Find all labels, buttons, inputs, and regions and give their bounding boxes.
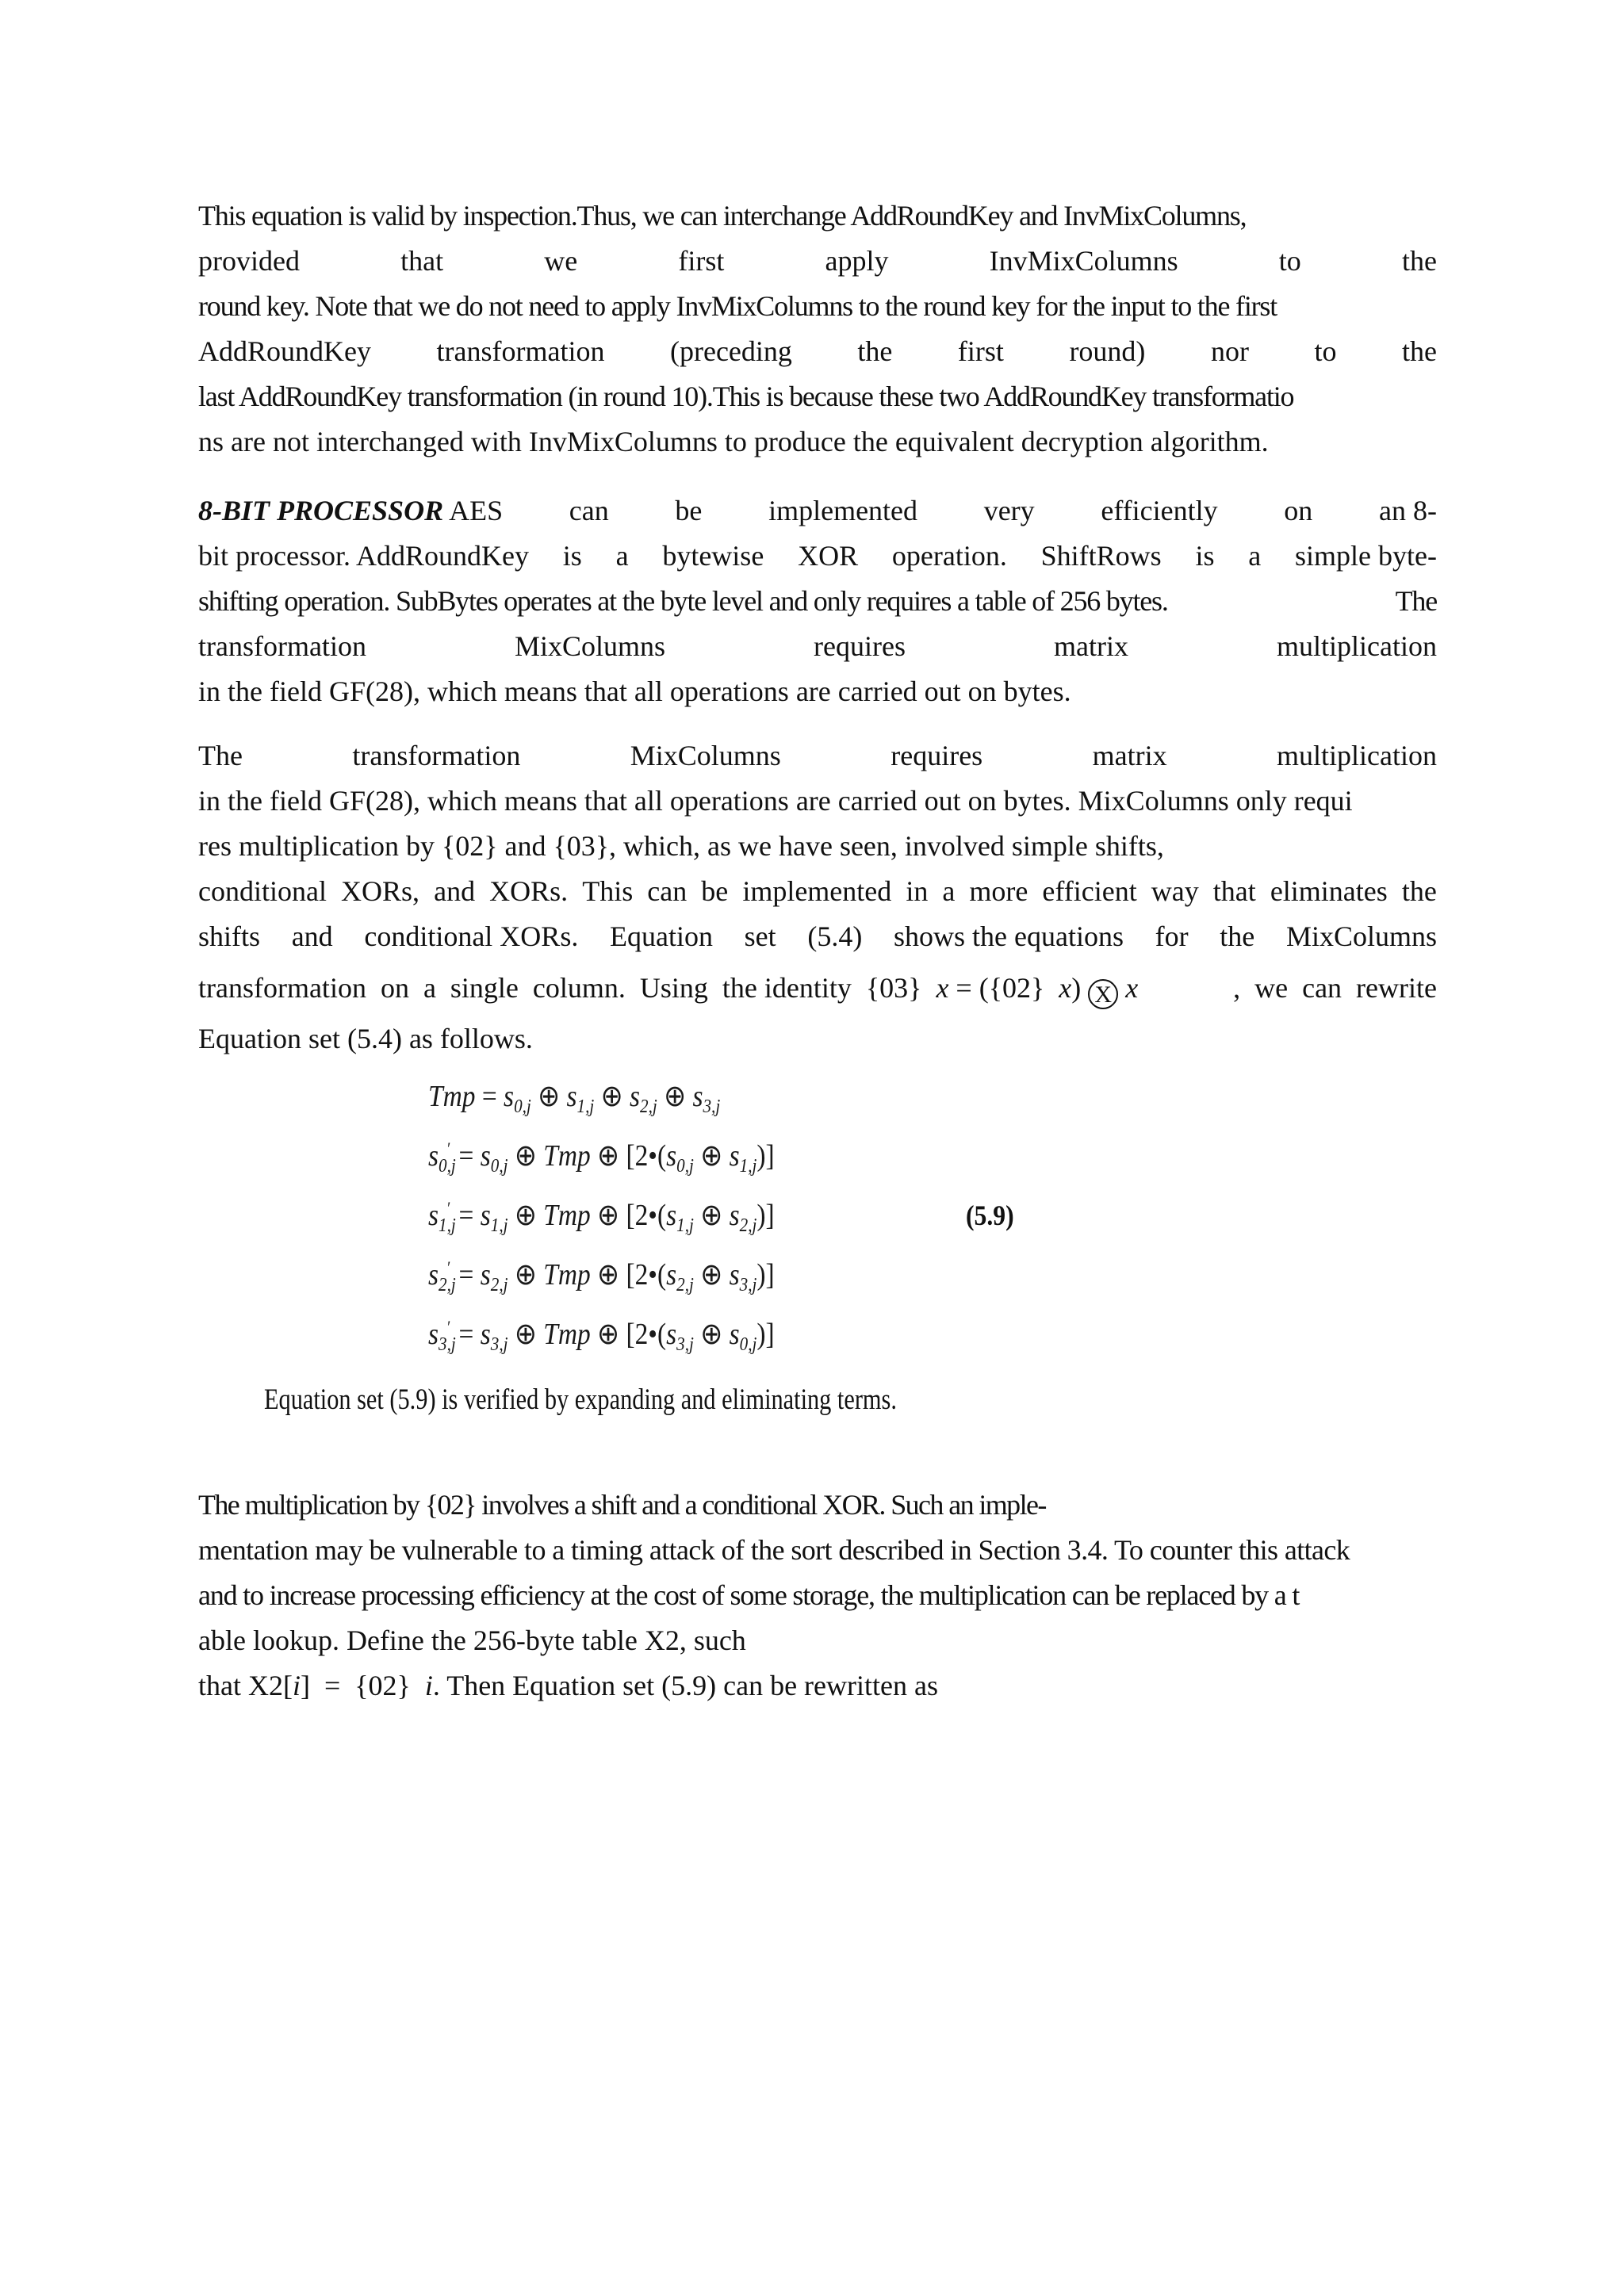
word: implemented — [768, 495, 918, 526]
word: multiplication — [1277, 740, 1437, 771]
word: be — [701, 875, 729, 907]
p2-heading-group — [198, 488, 503, 534]
equation-caption: Equation set (5.9) is verified by expanding and eliminating terms. — [264, 1383, 897, 1416]
p2-line-1 — [198, 488, 1437, 534]
s-symbol: s — [729, 1258, 740, 1292]
word: transformation — [352, 740, 521, 771]
paragraph-table-lookup — [198, 1483, 1350, 1709]
circled-times-icon: X — [1088, 979, 1118, 1009]
var-i: i — [424, 1670, 433, 1701]
paren: ) — [1071, 972, 1082, 1004]
word: first — [957, 335, 1004, 367]
s-symbol: s — [666, 1318, 677, 1351]
word: conditional — [198, 875, 327, 907]
p1-line-1: This equation is valid by inspection.Thus, we can interchange AddRoundKey and InvMixColumns, — [198, 200, 1247, 232]
word: for — [1155, 920, 1189, 952]
s-symbol: s — [692, 1080, 703, 1113]
word: on — [1284, 495, 1313, 526]
line-text: , we can rewrite — [1233, 972, 1437, 1004]
word: the — [857, 335, 893, 367]
var-x: x — [936, 972, 949, 1004]
two: 2 — [634, 1318, 649, 1351]
line-text: = ({02} — [956, 972, 1045, 1004]
s-symbol: s — [428, 1199, 439, 1232]
p1-line-3: round key. Note that we do not need to apply InvMixColumns to the round key for the input to the first — [198, 290, 1277, 322]
word: matrix — [1054, 630, 1128, 662]
word: the — [1401, 245, 1437, 277]
word: simple byte- — [1295, 540, 1437, 572]
word: matrix — [1092, 740, 1167, 771]
word: a — [942, 875, 956, 907]
p2-line-4 — [198, 624, 1437, 669]
word: provided — [198, 245, 300, 277]
s-symbol: s — [480, 1199, 491, 1232]
word: way — [1151, 875, 1199, 907]
word: is — [1195, 540, 1215, 572]
s-symbol: s — [729, 1318, 740, 1351]
line-text: . Then Equation set (5.9) can be rewritten as — [432, 1670, 938, 1701]
word: can — [569, 495, 609, 526]
line-text: transformation on a single column. Using the identity {03} — [198, 972, 922, 1004]
equals: = — [458, 1199, 474, 1232]
word: ShiftRows — [1040, 540, 1162, 572]
xor-symbol: ⊕ — [700, 1199, 723, 1232]
s-symbol: s — [729, 1199, 740, 1232]
var-x: x — [1059, 972, 1072, 1004]
xor-symbol: ⊕ — [700, 1258, 723, 1292]
xor-symbol: ⊕ — [514, 1139, 537, 1173]
s-symbol: s — [428, 1258, 439, 1292]
word: the — [1401, 875, 1437, 907]
word: conditional XORs. — [364, 920, 579, 952]
p1-line-4 — [198, 329, 1437, 374]
tmp-symbol: Tmp — [543, 1258, 591, 1292]
p2-line-2 — [198, 534, 1437, 579]
word: more — [969, 875, 1028, 907]
equation-tmp: Tmp = $s_{0,j}$ ⊕ $s_{1,j}$ ⊕ $s_{2,j}$ ⊕ $s_{3,j}$ — [428, 1080, 721, 1117]
xor-symbol: ⊕ — [597, 1258, 620, 1292]
paragraph-8bit-processor — [198, 488, 1437, 714]
s-symbol: s — [480, 1318, 491, 1351]
p4-line-5 — [198, 1663, 1350, 1709]
p3-line-2: in the field GF(28), which means that all operations are carried out on bytes. MixColumns only requi — [198, 785, 1353, 817]
word: The — [198, 740, 243, 771]
s-symbol: s — [729, 1139, 740, 1173]
word: requires — [814, 630, 906, 662]
word: in — [906, 875, 929, 907]
s-symbol: s — [428, 1139, 439, 1173]
word: MixColumns — [630, 740, 781, 771]
word: round) — [1069, 335, 1146, 367]
word: apply — [825, 245, 889, 277]
p3-line-3: res multiplication by {02} and {03}, which, as we have seen, involved simple shifts, — [198, 830, 1164, 862]
p4-line-2: mentation may be vulnerable to a timing attack of the sort described in Section 3.4. To counter this attack — [198, 1534, 1350, 1566]
p1-line-6: ns are not interchanged with InvMixColumns to produce the equivalent decryption algorithm. — [198, 426, 1269, 457]
word: very — [983, 495, 1035, 526]
paragraph-mixcolumns — [198, 733, 1437, 1062]
equation-s2: $s_{2,j}' = s_{2,j}$ ⊕ Tmp ⊕ [$2•(s_{2,j}$ ⊕ $s_{3,j}$)] — [428, 1257, 775, 1295]
xor-symbol: ⊕ — [597, 1318, 620, 1351]
s-symbol: s — [666, 1258, 677, 1292]
section-heading: 8-BIT PROCESSOR — [198, 495, 444, 526]
word: AES — [449, 495, 504, 526]
p4-line-1: The multiplication by {02} involves a shift and a conditional XOR. Such an imple- — [198, 1489, 1046, 1521]
equals: = — [458, 1139, 474, 1173]
equation-s1: $s_{1,j}' = s_{1,j}$ ⊕ Tmp ⊕ [$2•(s_{1,j}$ ⊕ $s_{2,j}$)] — [428, 1198, 775, 1236]
xor-symbol: ⊕ — [514, 1199, 537, 1232]
tmp-symbol: Tmp — [543, 1139, 591, 1173]
word: first — [678, 245, 725, 277]
word: transformation — [436, 335, 605, 367]
word: efficiently — [1101, 495, 1218, 526]
equals: = — [458, 1258, 474, 1292]
xor-symbol: ⊕ — [664, 1080, 687, 1113]
word: the — [1401, 335, 1437, 367]
xor-symbol: ⊕ — [700, 1318, 723, 1351]
equation-s3: $s_{3,j}' = s_{3,j}$ ⊕ Tmp ⊕ [$2•(s_{3,j}$ ⊕ $s_{0,j}$)] — [428, 1317, 775, 1355]
word: set — [744, 920, 776, 952]
word: MixColumns — [514, 630, 666, 662]
word: nor — [1210, 335, 1249, 367]
tmp-symbol: Tmp — [543, 1199, 591, 1232]
identity-expression — [198, 959, 1138, 1016]
word: to — [1314, 335, 1337, 367]
xor-symbol: ⊕ — [700, 1139, 723, 1173]
two: 2 — [634, 1139, 649, 1173]
line-text: that X2[ — [198, 1670, 293, 1701]
equals: = — [481, 1080, 497, 1113]
s-symbol: s — [566, 1080, 577, 1113]
s-symbol: s — [630, 1080, 641, 1113]
p4-line-3: and to increase processing efficiency at the cost of some storage, the multiplication can be replaced by a t — [198, 1579, 1300, 1611]
two: 2 — [634, 1199, 649, 1232]
xor-symbol: ⊕ — [597, 1139, 620, 1173]
word: shows the equations — [893, 920, 1124, 952]
xor-symbol: ⊕ — [597, 1199, 620, 1232]
s-symbol: s — [480, 1258, 491, 1292]
word: and — [434, 875, 476, 907]
p3-line-5 — [198, 914, 1437, 959]
equals: = — [458, 1318, 474, 1351]
tmp-symbol: Tmp — [428, 1080, 476, 1113]
p2-line-3 — [198, 579, 1437, 624]
p2-line-5: in the field GF(28), which means that all operations are carried out on bytes. — [198, 675, 1071, 707]
word: XOR — [798, 540, 859, 572]
word: The — [1395, 585, 1437, 617]
word: that — [1212, 875, 1256, 907]
word: be — [675, 495, 703, 526]
word: InvMixColumns — [989, 245, 1178, 277]
p4-line-4: able lookup. Define the 256-byte table X2, such — [198, 1624, 746, 1656]
xor-symbol: ⊕ — [514, 1258, 537, 1292]
word: transformation — [198, 630, 366, 662]
line-text: ] = {02} — [300, 1670, 411, 1701]
word: eliminates — [1270, 875, 1388, 907]
s-symbol: s — [666, 1139, 677, 1173]
word: that — [400, 245, 444, 277]
dot: • — [648, 1258, 658, 1292]
word: and — [291, 920, 333, 952]
word: MixColumns — [1285, 920, 1437, 952]
word: XORs, — [341, 875, 420, 907]
word: a — [615, 540, 629, 572]
word: bit processor. AddRoundKey — [198, 540, 529, 572]
word: multiplication — [1277, 630, 1437, 662]
line-text: shifting operation. SubBytes operates at the byte level and only requires a table of 256 bytes. — [198, 585, 1168, 617]
word: requires — [891, 740, 983, 771]
s-symbol: s — [666, 1199, 677, 1232]
dot: • — [648, 1318, 658, 1351]
word: implemented — [742, 875, 892, 907]
var-x: x — [1125, 972, 1139, 1004]
s-symbol: s — [480, 1139, 491, 1173]
s-symbol: s — [504, 1080, 515, 1113]
word: This — [582, 875, 634, 907]
xor-symbol: ⊕ — [538, 1080, 561, 1113]
dot: • — [648, 1199, 658, 1232]
word: bytewise — [662, 540, 764, 572]
p1-line-5: last AddRoundKey transformation (in round 10).This is because these two AddRoundKey transformatio — [198, 381, 1294, 412]
xor-symbol: ⊕ — [600, 1080, 623, 1113]
word: we — [544, 245, 578, 277]
word: an 8- — [1378, 495, 1437, 526]
word: shifts — [198, 920, 261, 952]
word: operation. — [891, 540, 1007, 572]
word: (preceding — [669, 335, 792, 367]
word: a — [1248, 540, 1262, 572]
tmp-symbol: Tmp — [543, 1318, 591, 1351]
dot: • — [648, 1139, 658, 1173]
var-i: i — [292, 1670, 301, 1701]
p3-line-6 — [198, 959, 1437, 1016]
equation-set-5-9 — [198, 1078, 1437, 1451]
word: efficient — [1042, 875, 1137, 907]
two: 2 — [634, 1258, 649, 1292]
p3-line-4 — [198, 869, 1437, 914]
s-symbol: s — [428, 1318, 439, 1351]
p3-line-1 — [198, 733, 1437, 779]
equation-number: (5.9) — [966, 1200, 1014, 1231]
paragraph-interchange — [198, 193, 1437, 465]
equation-s0: $s_{0,j}' = s_{0,j}$ ⊕ Tmp ⊕ [$2•(s_{0,j}$ ⊕ $s_{1,j}$)] — [428, 1138, 775, 1177]
p3-line-7: Equation set (5.4) as follows. — [198, 1023, 533, 1054]
word: to — [1278, 245, 1301, 277]
word: (5.4) — [807, 920, 863, 952]
word: is — [562, 540, 582, 572]
word: the — [1220, 920, 1255, 952]
word: AddRoundKey — [198, 335, 371, 367]
p1-line-2 — [198, 239, 1437, 284]
word: can — [647, 875, 688, 907]
xor-symbol: ⊕ — [514, 1318, 537, 1351]
word: Equation — [610, 920, 713, 952]
word: XORs. — [489, 875, 569, 907]
